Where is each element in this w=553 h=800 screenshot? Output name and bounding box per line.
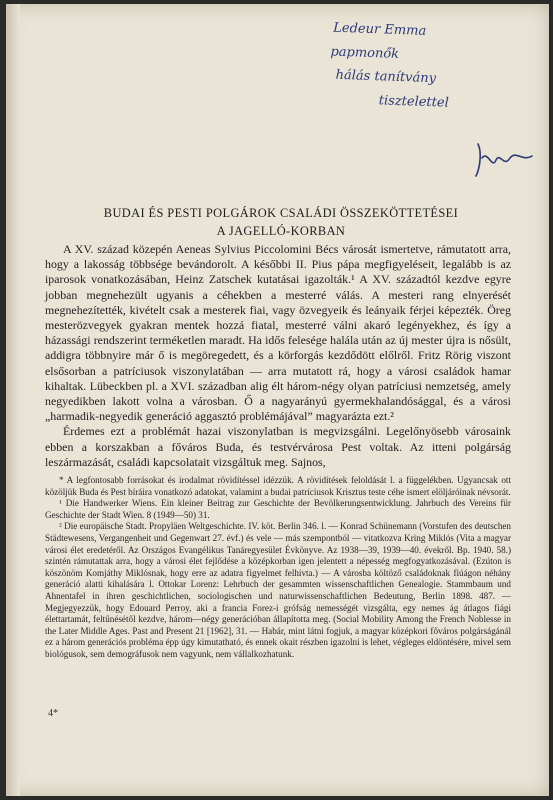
footnote: ¹ Die Handwerker Wiens. Ein kleiner Beitrag zur Geschichte der Bevölkerungsentwicklung. Jahrbuch des Vereins für Geschichte der Stadt Wien. 8 (1949—50) 31. — [45, 498, 511, 520]
body-paragraph: Érdemes ezt a problémát hazai viszonylatban is megvizsgálni. Legelőnyösebb városaink ebben a korszakban a főváros Buda, és testvérvárosa Pest voltak. Az itteni polgárság leszármazását, családi kapcsolatait vizsgáltuk meg. Sajnos, — [45, 424, 511, 469]
handwritten-dedication — [322, 16, 535, 117]
dedication-line: tisztelettel — [378, 92, 450, 111]
footnote: * A legfontosabb forrásokat és irodalmat rövidítéssel idézzük. A rövidítések feloldását l. a függelékben. Ugyancsak ott közöljük Buda és Pest bíráira vonatkozó adatokat, valamint a budai patríciusok Krisztus teste céhe ismert elöljáróinak névsorát. — [45, 475, 511, 497]
article-title — [46, 204, 516, 240]
dedication-line: Ledeur Emma — [333, 20, 427, 39]
document-page — [6, 4, 549, 796]
handwritten-signature — [474, 140, 536, 180]
dedication-line: papmonők — [330, 44, 400, 62]
body-text — [45, 242, 511, 470]
title-line-1: BUDAI ÉS PESTI POLGÁROK CSALÁDI ÖSSZEKÖTTETÉSEI — [103, 206, 459, 220]
footnote: ² Die europäische Stadt. Propyläen Weltgeschichte. IV. köt. Berlin 346. l. — Konrad Schünemann (Vorstufen des deutschen Städtewesens, Vergangenheit und Gegenwart 27. évf.) és vele — más szempontból — vitatkozva Kring Miklós (Vita a magyar városi élet eredetéről. Az Országos Evangélikus Tanáregyesület Évkönyve. Az 1938—39, 1939—40. évekről. Bp. 1940. 58.) szintén rámutattak arra, hogy a városi élet fejlődése a középkorban igen jelentett a népesség megfogyatkozásával. (Ezúton is köszönöm Komjáthy Miklósnak, hogy erre az adatra figyelmet felhívta.) — A városba költöző családoknak fiúágon néhány generáció alatti kihalására l. Ottokar Lorenz: Lehrbuch der gesammten wissenschaftlichen Genealogie. Stammbaum und Ahnentafel in ihren geschichtlichen, sociologischen und naturwissenschaftlichen Bedeutung, Berlin 1898. 487. — Megjegyezzük, hogy Edouard Perroy, aki a francia Forez-i grófság nemességét vizsgálta, egy nemes ág átlagos fiági élettartamát, feltűnésétől kezdve, három—négy generációban állapította meg. (Social Mobility Among the French Noblesse in the Later Middle Ages. Past and Present 21 [1962], 31. — Habár, mint látni fogjuk, a magyar középkori főváros polgárságánál ez a három generációs probléma épp úgy kimutatható, és ennek okait részben igazolni is lehet, végleges eldöntésére, mivel sem biológusok, sem demográfusok nem vagyunk, nem vállalkozhatunk. — [45, 521, 511, 659]
title-line-2: A JAGELLÓ-KORBAN — [216, 224, 346, 238]
signature-mark: 4* — [48, 708, 58, 719]
page-spine-shadow — [6, 4, 20, 796]
dedication-line: hálás tanítvány — [335, 67, 437, 87]
body-paragraph: A XV. század közepén Aeneas Sylvius Piccolomini Bécs városát ismertetve, rámutatott arra, hogy a lakosság többsége bevándorolt. A későbbi II. Pius pápa megfigyeléseit, legalább is az iparosok vonatkozásában, Heinz Zatschek kutatásai igazolták.¹ A XV. századtól kezdve egyre jobban megnehezült ugyanis a céhekben a mesterré válás. A mesteri rang elnyerését megnehezítették, kivételt csak a mesterek fiai, vagy özvegyeik és leányaik férjei képezték. Öreg mesterözvegyek gyakran mentek hozzá fiatal, mesterré válni akaró legényekhez, és így a házassági rendszerint terméketlen maradt. Ha idős felesége halála után az új mester újra is nősült, addigra többnyire már ő is megöregedett, és a körforgás kezdődött előlről. Fritz Rörig viszont elsősorban a patríciusok viszonylatában — arra mutatott rá, hogy a városi családok hamar kihaltak. Lübeckben pl. a XVI. században alig élt három-négy olyan patríciusi nemzetség, amely negyedikben lakott volna a városban. Ő a nagyarányú gyermekhalandósággal, és a városi „harmadik-negyedik generáció aggasztó problémájával” magyarázta ezt.² — [45, 242, 511, 424]
footnotes — [45, 475, 511, 661]
